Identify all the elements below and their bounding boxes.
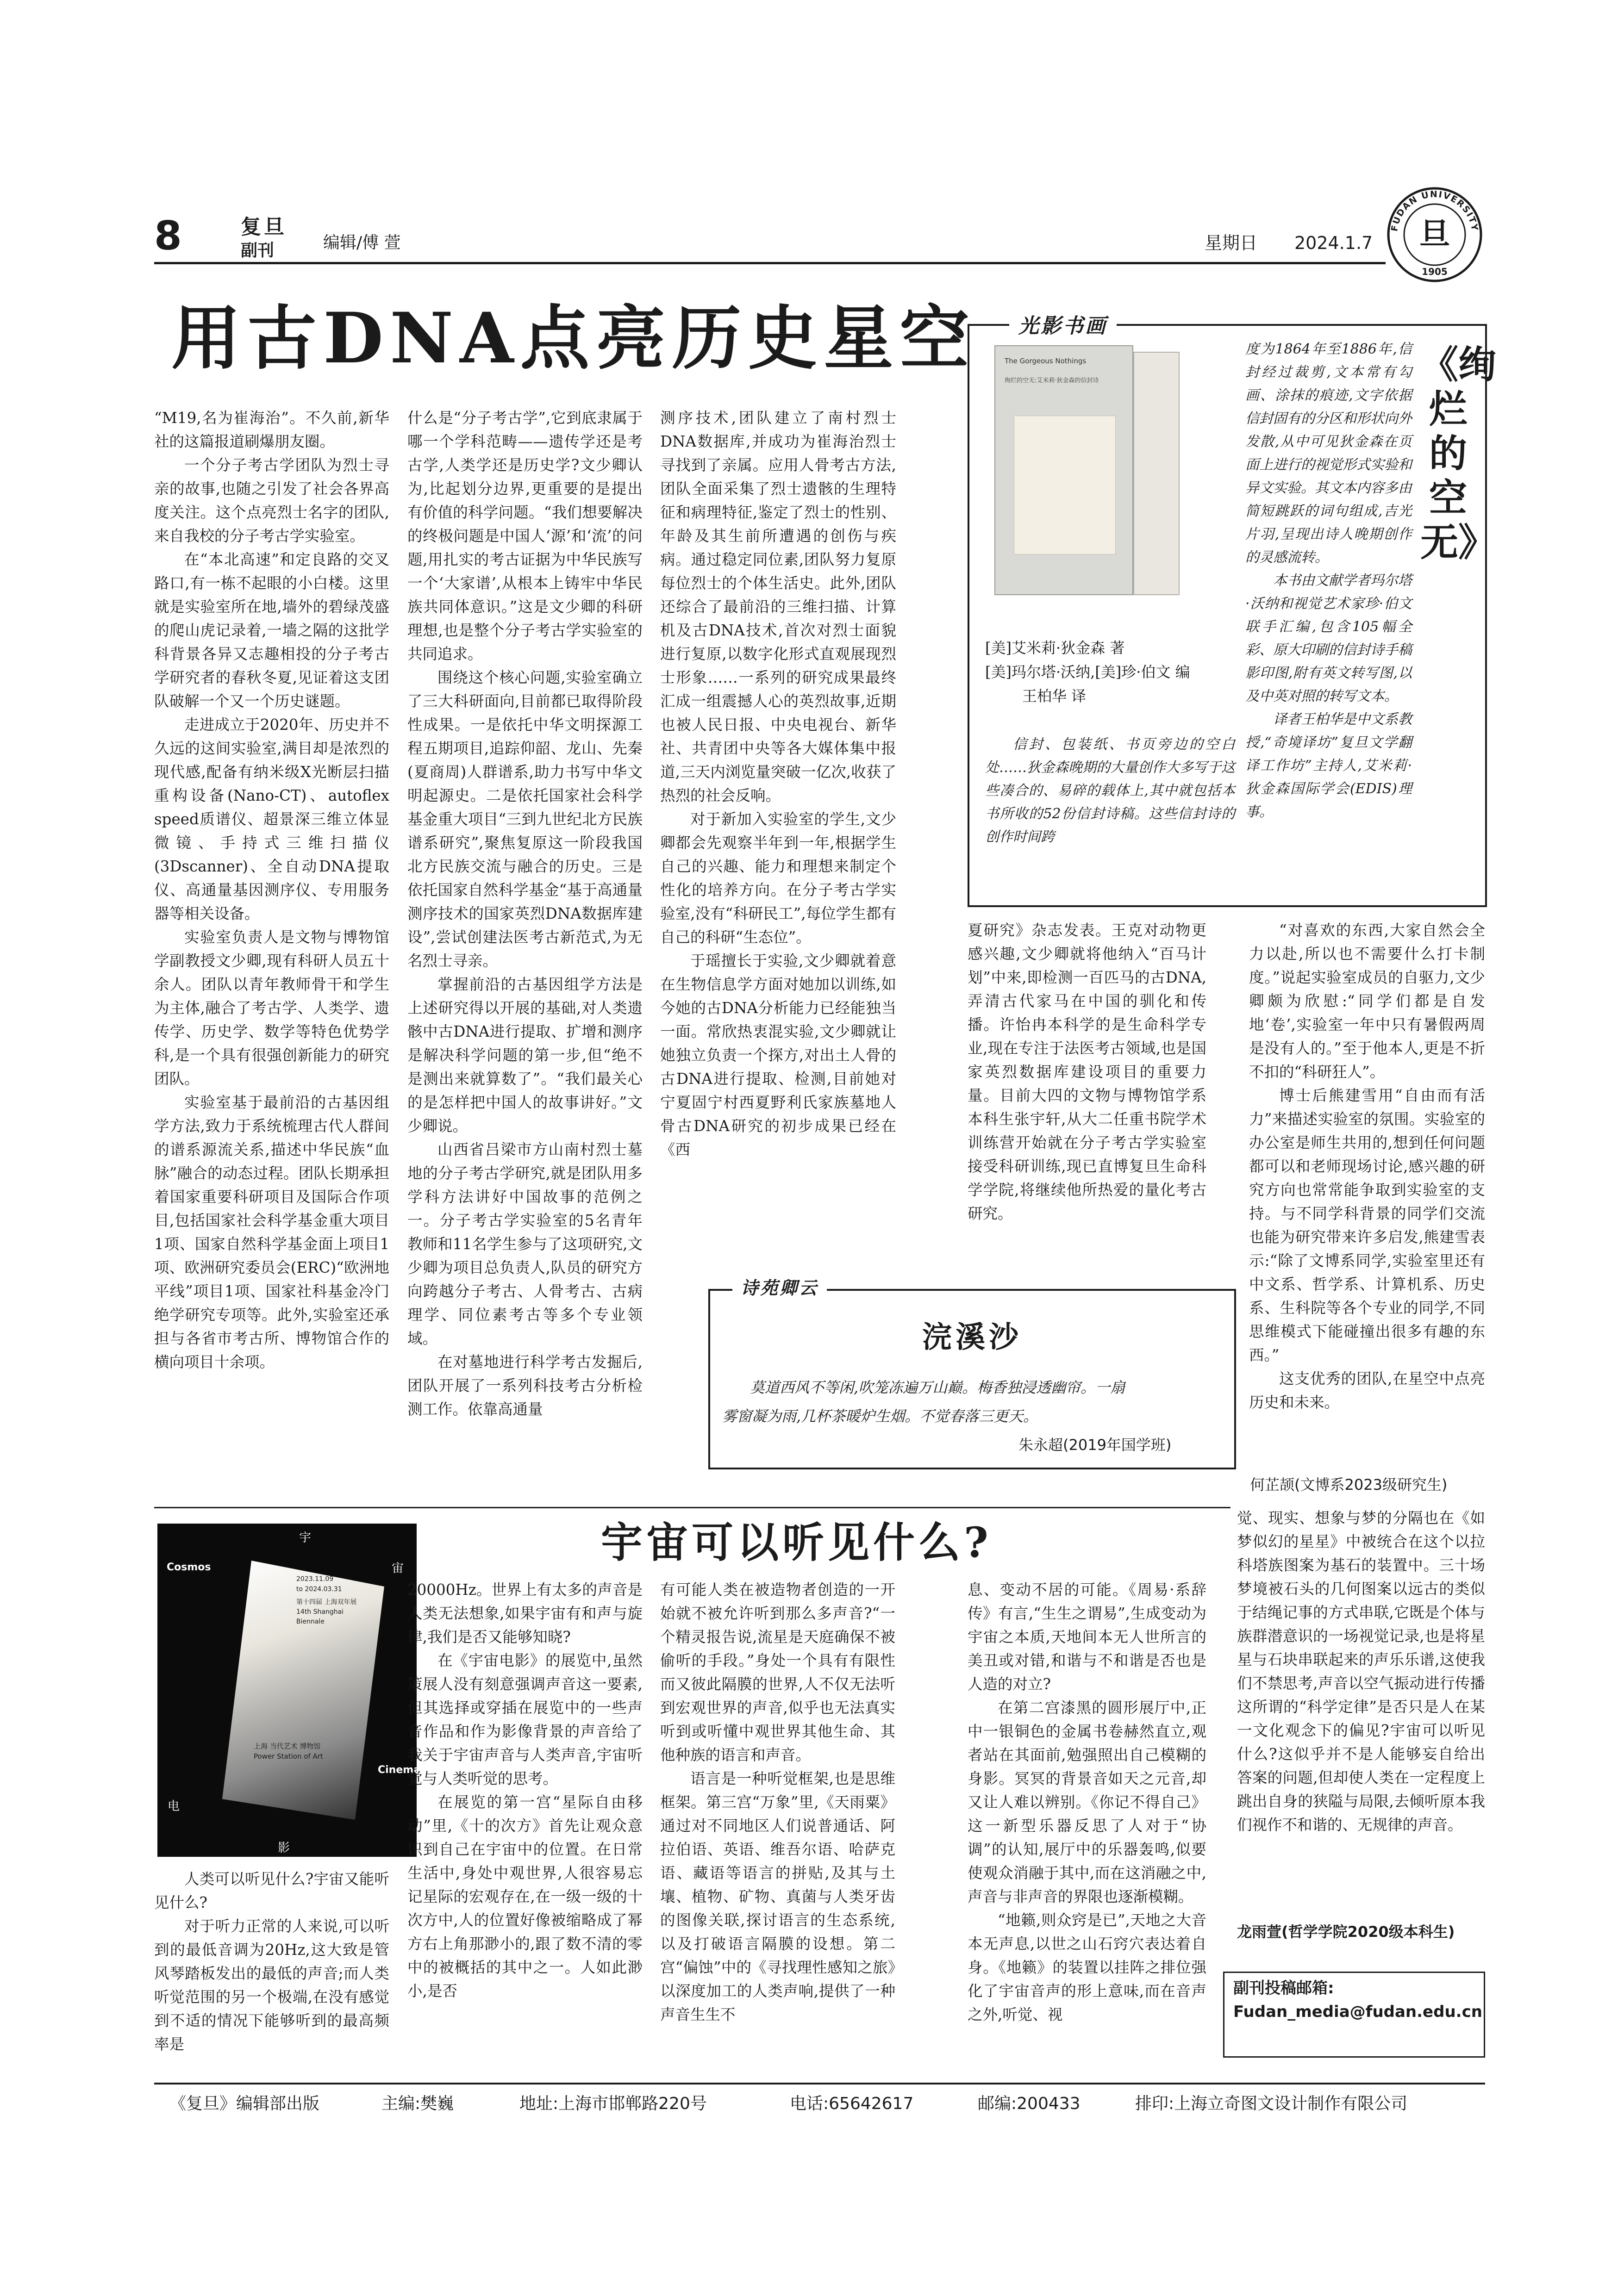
footer-postcode: 邮编:200433 [978,2094,1081,2113]
brand-name: 复旦 [241,215,287,239]
book-description: 信封、包装纸、书页旁边的空白处……狄金森晚期的大量创作大多写于这些凑合的、易碎的载体上,其中就包括本书所收的52份信封诗稿。这些信封诗的创作时间跨 [985,736,1235,845]
book-cover-spread [1133,352,1180,595]
paragraph: 在对墓地进行科学考古发掘后,团队开展了一系列科技考古分析检测工作。依靠高通量 [407,1353,643,1418]
paragraph: 于瑶擅长于实验,文少卿就着意在生物信息学方面对她加以训练,如今她的古DNA分析能力已经能独当一面。常欣热衷混实验,文少卿就让她独立负责一个探方,对出土人骨的古DNA进行提取、检测,目前她对宁夏固宁村西夏野利氏家族墓地人骨古DNA研究的初步成果已经在《西 [660,952,896,1158]
brand-section: 副刊 [241,241,275,260]
paragraph: 在《宇宙电影》的展览中,虽然策展人没有刻意强调声音这一要素,但其选择或穿插在展览中的一些声音作品和作为影像背景的声音给了我关于宇宙声音与人类声音,宇宙听觉与人类听觉的思考。 [407,1652,643,1787]
paragraph: 度为1864年至1886年,信封经过裁剪,文本常有勾画、涂抹的痕迹,文字依据信封固有的分区和形状向外发散,从中可见狄金森在页面上进行的视觉形式实验和异文实验。其文本内容多由简短跳跃的词句组成,吉光片羽,呈现出诗人晚期创作的灵感流转。 [1245,341,1412,566]
book-description-continued [1245,338,1412,824]
poster-corner-char: 宙 [392,1562,404,1575]
page-editor: 编辑/傅 萱 [323,233,401,252]
seal-center-glyph: 旦 [1419,216,1450,252]
paragraph: 在“本北高速”和定良路的交叉路口,有一栋不起眼的小白楼。这里就是实验室所在地,墙外的碧绿茂盛的爬山虎记录着,一墙之隔的这批学科背景各异又志趣相投的分子考古学研究者的春秋冬夏,见证着这支团队破解一个又一个历史谜题。 [154,551,389,710]
footer-phone: 电话:65642617 [790,2094,914,2113]
paragraph: 一个分子考古学团队为烈士寻亲的故事,也随之引发了社会各界高度关注。这个点亮烈士名字的团队,来自我校的分子考古学实验室。 [154,456,389,545]
book-cover-subtitle: 绚烂的空无:艾米莉·狄金森的信封诗 [1005,377,1099,384]
article-column [154,406,389,1374]
article-column [407,406,643,1421]
article-column [1249,919,1485,1414]
paragraph: 对于新加入实验室的学生,文少卿都会先观察半年到一年,根据学生自己的兴趣、能力和理想来制定个性化的培养方向。在分子考古学实验室,没有“科研民工”,每位学生都有自己的科研“生态位”。 [660,810,896,946]
poem-line: 雾窗凝为雨,几杯茶暖炉生烟。不觉春落三更天。 [722,1407,1038,1425]
footer-rule [154,2083,1485,2084]
paragraph: 夏研究》杂志发表。王克对动物更感兴趣,文少卿就将他纳入“百马计划”中来,即检测一百匹马的古DNA,弄清古代家马在中国的驯化和传播。许怡冉本科学的是生命科学专业,现在专注于法医考古领域,也是国家英烈数据库建设项目的重要力量。目前大四的文物与博物馆学系本科生张宇轩,从大二任重书院学术训练营开始就在分子考古学实验室接受科研训练,现已直博复旦生命科学学院,将继续他所热爱的量化考古研究。 [968,921,1206,1222]
article-headline: 宇宙可以听见什么? [601,1518,992,1567]
paragraph: 有可能人类在被造物者创造的一开始就不被允许听到那么多声音?“一个精灵报告说,流星是天庭确保不被偷听的手段。”身处一个具有有限性而又彼此隔膜的世界,人不仅无法听到宏观世界的声音,似乎也无法真实听到或听懂中观世界其他生命、其他种族的语言和声音。 [660,1581,895,1764]
poster-title-en: Cosmos [167,1562,211,1573]
paragraph: 20000Hz。世界上有太多的声音是人类无法想象,如果宇宙有和声与旋律,我们是否又能够知晓? [407,1581,643,1646]
paragraph: 人类可以听见什么?宇宙又能听见什么? [154,1870,389,1911]
article-column [968,919,1206,1226]
paragraph: 在展览的第一宫“星际自由移动”里,《十的次方》首先让观众意识到自己在宇宙中的位置。在日常生活中,身处中观世界,人很容易忘记星际的宏观存在,在一级一级的十次方中,人的位置好像被缩略成了幂方右上角那渺小的,跟了数不清的零中的被概括的其中之一。人如此渺小,是否 [407,1793,643,2000]
footer-address: 地址:上海市邯郸路220号 [519,2094,707,2113]
poem-title: 浣溪沙 [922,1320,1022,1355]
book-editor-line: [美]玛尔塔·沃纳,[美]珍·伯文 编 [985,663,1190,681]
paragraph: 实验室负责人是文物与博物馆学副教授文少卿,现有科研人员五十余人。团队以青年教师骨干和学生为主体,融合了考古学、人类学、遗传学、历史学、数学等特色优势学科,是一个具有很强创新能力的研究团队。 [154,928,389,1088]
seal-year: 1905 [1422,266,1448,277]
issue-weekday: 星期日 [1205,233,1258,253]
paragraph: 译者王柏华是中文系教授,“奇境译坊”复旦文学翻译工作坊”主持人,艾米莉·狄金森国际学会(EDIS)理事。 [1245,711,1412,820]
article-column [154,1867,389,2056]
paragraph: 对于听力正常的人来说,可以听到的最低音调为20Hz,这大致是管风琴踏板发出的最低的声音;而人类听觉范围的另一个极端,在没有感觉到不适的情况下能够听到的最高频率是 [154,1917,389,2053]
paragraph: “地籁,则众窍是已”,天地之大音本无声息,以世之山石窍穴表达着自身。《地籁》的装置以挂阵之排位强化了宇宙音声的形上意味,而在音声之外,听觉、视 [968,1911,1206,2023]
exhibition-poster-image [157,1524,421,1857]
poster-date-start: 2023.11.09 [296,1575,334,1583]
book-cover-image [994,345,1133,595]
issue-date: 2024.1.7 [1294,233,1373,253]
masthead-rule [154,262,1386,264]
submission-email-link[interactable]: Fudan_media@fudan.edu.cn [1233,2003,1482,2021]
poster-biennale: 第十四届 上海双年展 14th Shanghai Biennale [296,1599,357,1625]
submission-label: 副刊投稿邮箱: [1233,1979,1334,1997]
article-byline: 龙雨萱(哲学学院2020级本科生) [1237,1923,1455,1941]
paragraph: 掌握前沿的古基因组学方法是上述研究得以开展的基础,对人类遗骸中古DNA进行提取、扩增和测序是解决科学问题的第一步,但“绝不是测出来就算数了”。“我们最关心的是怎样把中国人的故事讲好。”文少卿说。 [407,976,643,1135]
envelope-manuscript-illustration [1014,416,1116,554]
paragraph: 本书由文献学者玛尔塔·沃纳和视觉艺术家珍·伯文联手汇编,包含105幅全彩、原大印刷的信封诗手稿影印图,附有英文转写图,以及中英对照的转写文本。 [1245,572,1412,704]
section-divider [154,1507,1230,1508]
paragraph: 实验室基于最前沿的古基因组学方法,致力于系统梳理古代人群间的谱系源流关系,描述中华民族“血脉”融合的动态过程。团队长期承担着国家重要科研项目及国际合作项目,包括国家社会科学基金重大项目1项、国家自然科学基金面上项目1项、欧洲研究委员会(ERC)“欧洲地平线”项目1项、国家社科基金冷门绝学研究专项等。此外,实验室还承担与各省市考古所、博物馆合作的横向项目十余项。 [154,1094,389,1371]
paragraph: 这支优秀的团队,在星空中点亮历史和未来。 [1249,1370,1485,1411]
paragraph: 语言是一种听觉框架,也是思维框架。第三宫“万象”里,《天雨粟》通过对不同地区人们说普通话、阿拉伯语、英语、维吾尔语、哈萨克语、藏语等语言的拼贴,及其与土壤、植物、矿物、真菌与人类牙齿的图像关联,探讨语言的生态系统,以及打破语言隔膜的设想。第二宫“偏蚀”中的《寻找理性感知之旅》以深度加工的人类声响,提供了一种声音生生不 [660,1770,895,2023]
poster-date-end: to 2024.03.31 [296,1586,342,1593]
book-credits [985,636,1235,708]
page-number: 8 [154,213,182,259]
poem-author: 朱永超(2019年国学班) [1018,1436,1172,1454]
poster-corner-char: 电 [168,1799,180,1813]
poster-museum: 上海 当代艺术 博物馆 Power Station of Art [254,1742,323,1761]
footer-typesetting: 排印:上海立奇图文设计制作有限公司 [1135,2094,1408,2113]
paragraph: “对喜欢的东西,大家自然会全力以赴,所以也不需要什么打卡制度。”说起实验室成员的自驱力,文少卿颇为欣慰:“同学们都是自发地‘卷’,实验室一年中只有暑假两周是没有人的。”至于他本人,更是不折不扣的“科研狂人”。 [1249,921,1485,1081]
book-title-vertical: 《绚烂的空无》 [1420,342,1497,565]
paragraph: 息、变动不居的可能。《周易·系辞传》有言,“生生之谓易”,生成变动为宇宙之本质,天地间本无人世所言的美丑或对错,和谐与不和谐是否也是人造的对立? [968,1581,1206,1693]
paragraph: 测序技术,团队建立了南村烈士DNA数据库,并成功为崔海治烈士寻找到了亲属。应用人骨考古方法,团队全面采集了烈士遗骸的生理特征和病理特征,鉴定了烈士的性别、年龄及其生前所遭遇的创伤与疾病。通过稳定同位素,团队努力复原每位烈士的个体生活史。此外,团队还综合了最前沿的三维扫描、计算机及古DNA技术,首次对烈士面貌进行复原,以数字化形式直观展现烈士形象……一系列的研究成果最终汇成一组震撼人心的英烈故事,近期也被人民日报、中央电视台、新华社、共青团中央等各大媒体集中报道,三天内浏览量突破一亿次,收获了热烈的社会反响。 [660,409,896,804]
poem-line: 莫道西风不等闲,吹笼冻遍万山巅。梅香独浸透幽帘。一扇 [750,1379,1125,1396]
poster-corner-char: 宇 [299,1531,312,1545]
column-kicker: 光影书画 [1009,314,1117,339]
article-headline: 用古DNA点亮历史星空 [171,298,976,379]
article-byline: 何芷颉(文博系2023级研究生) [1250,1476,1448,1493]
article-column [660,406,896,1162]
book-translator-line: 王柏华 译 [1022,687,1087,705]
footer-publisher: 《复旦》编辑部出版 [169,2094,320,2113]
paragraph: 博士后熊建雪用“自由而有活力”来描述实验室的氛围。实验室的办公室是师生共用的,想到任何问题都可以和老师现场讨论,感兴趣的研究方向也常常能争取到实验室的支持。与不同学科背景的同学们交流也能为研究带来许多启发,熊建雪表示:“除了文博系同学,实验室里还有中文系、哲学系、计算机系、历史系、生科院等各个专业的同学,不同思维模式下能碰撞出很多有趣的东西。” [1249,1087,1485,1364]
article-column [660,1578,895,2027]
article-column [1237,1506,1485,1837]
article-column [968,1578,1206,2027]
university-seal-logo [1386,186,1483,283]
paragraph: 觉、现实、想象与梦的分隔也在《如梦似幻的星星》中被统合在这个以拉科塔族图案为基石的装置中。三十场梦境被石头的几何图案以远古的类似于结绳记事的方式串联,它既是个体与族群潜意识的一场视觉记录,也是将星星与石块串联起来的声乐乐谱,这使我们不禁思考,声音以空气振动进行传播这所谓的“科学定律”是否只是人在某一文化观念下的偏见?宇宙可以听见什么?这似乎并不是人能够妄自给出答案的问题,但却使人类在一定程度上跳出自身的狭隘与局限,去倾听原本我们视作不和谐的、无规律的声音。 [1237,1509,1485,1834]
paragraph: 什么是“分子考古学”,它到底隶属于哪一个学科范畴——遗传学还是考古学,人类学还是历史学?文少卿认为,比起划分边界,更重要的是提出有价值的科学问题。“我们想要解决的终极问题是中国人‘源’和‘流’的问题,用扎实的考古证据为中华民族写一个‘大家谱’,从根本上铸牢中华民族共同体意识。”这是文少卿的科研理想,也是整个分子考古学实验室的共同追求。 [407,409,643,663]
paragraph: 山西省吕梁市方山南村烈士墓地的分子考古学研究,就是团队用多学科方法讲好中国故事的范例之一。分子考古学实验室的5名青年教师和11名学生参与了这项研究,文少卿为项目总负责人,队员的研究方向跨越分子考古、人骨考古、古病理学、同位素考古等多个专业领域。 [407,1141,643,1347]
seal-ring-text: FUDAN UNIVERSITY [1389,189,1480,232]
paragraph: 走进成立于2020年、历史并不久远的这间实验室,满目却是浓烈的现代感,配备有纳米级X光断层扫描重构设备(Nano-CT)、autoflex speed质谱仪、超景深三维立体显微镜、手持式三维扫描仪(3Dscanner)、全自动DNA提取仪、高通量基因测序仪、专用服务器等相关设备。 [154,716,389,922]
poster-corner-char: 影 [278,1841,290,1855]
poster-cinema-label: Cinema [378,1764,421,1776]
paragraph: “M19,名为崔海治”。不久前,新华社的这篇报道刷爆朋友圈。 [154,409,389,450]
book-author-line: [美]艾米莉·狄金森 著 [985,639,1125,657]
footer-editor-in-chief: 主编:樊巍 [381,2094,454,2113]
article-column [407,1578,643,2003]
paragraph: 围绕这个核心问题,实验室确立了三大科研面向,目前都已取得阶段性成果。一是依托中华文明探源工程五期项目,追踪仰韶、龙山、先秦(夏商周)人群谱系,助力书写中华文明起源史。二是依托国家社会科学基金重大项目“三到九世纪北方民族谱系研究”,聚焦复原这一阶段我国北方民族交流与融合的历史。三是依托国家自然科学基金“基于高通量测序技术的国家英烈DNA数据库建设”,尝试创建法医考古新范式,为无名烈士寻亲。 [407,669,643,970]
column-kicker: 诗苑卿云 [732,1276,827,1300]
book-cover-title: The Gorgeous Nothings [1005,357,1087,365]
paragraph: 在第二宫漆黑的圆形展厅中,正中一银铜色的金属书卷赫然直立,观者站在其面前,勉强照出自己模糊的身影。冥冥的背景音如天之元音,却又让人难以辨别。《你记不得自己》这一新型乐器反思了人对于“协调”的认知,展厅中的乐器轰鸣,似要使观众消融于其中,而在这消融之中,声音与非声音的界限也逐渐模糊。 [968,1699,1206,1905]
